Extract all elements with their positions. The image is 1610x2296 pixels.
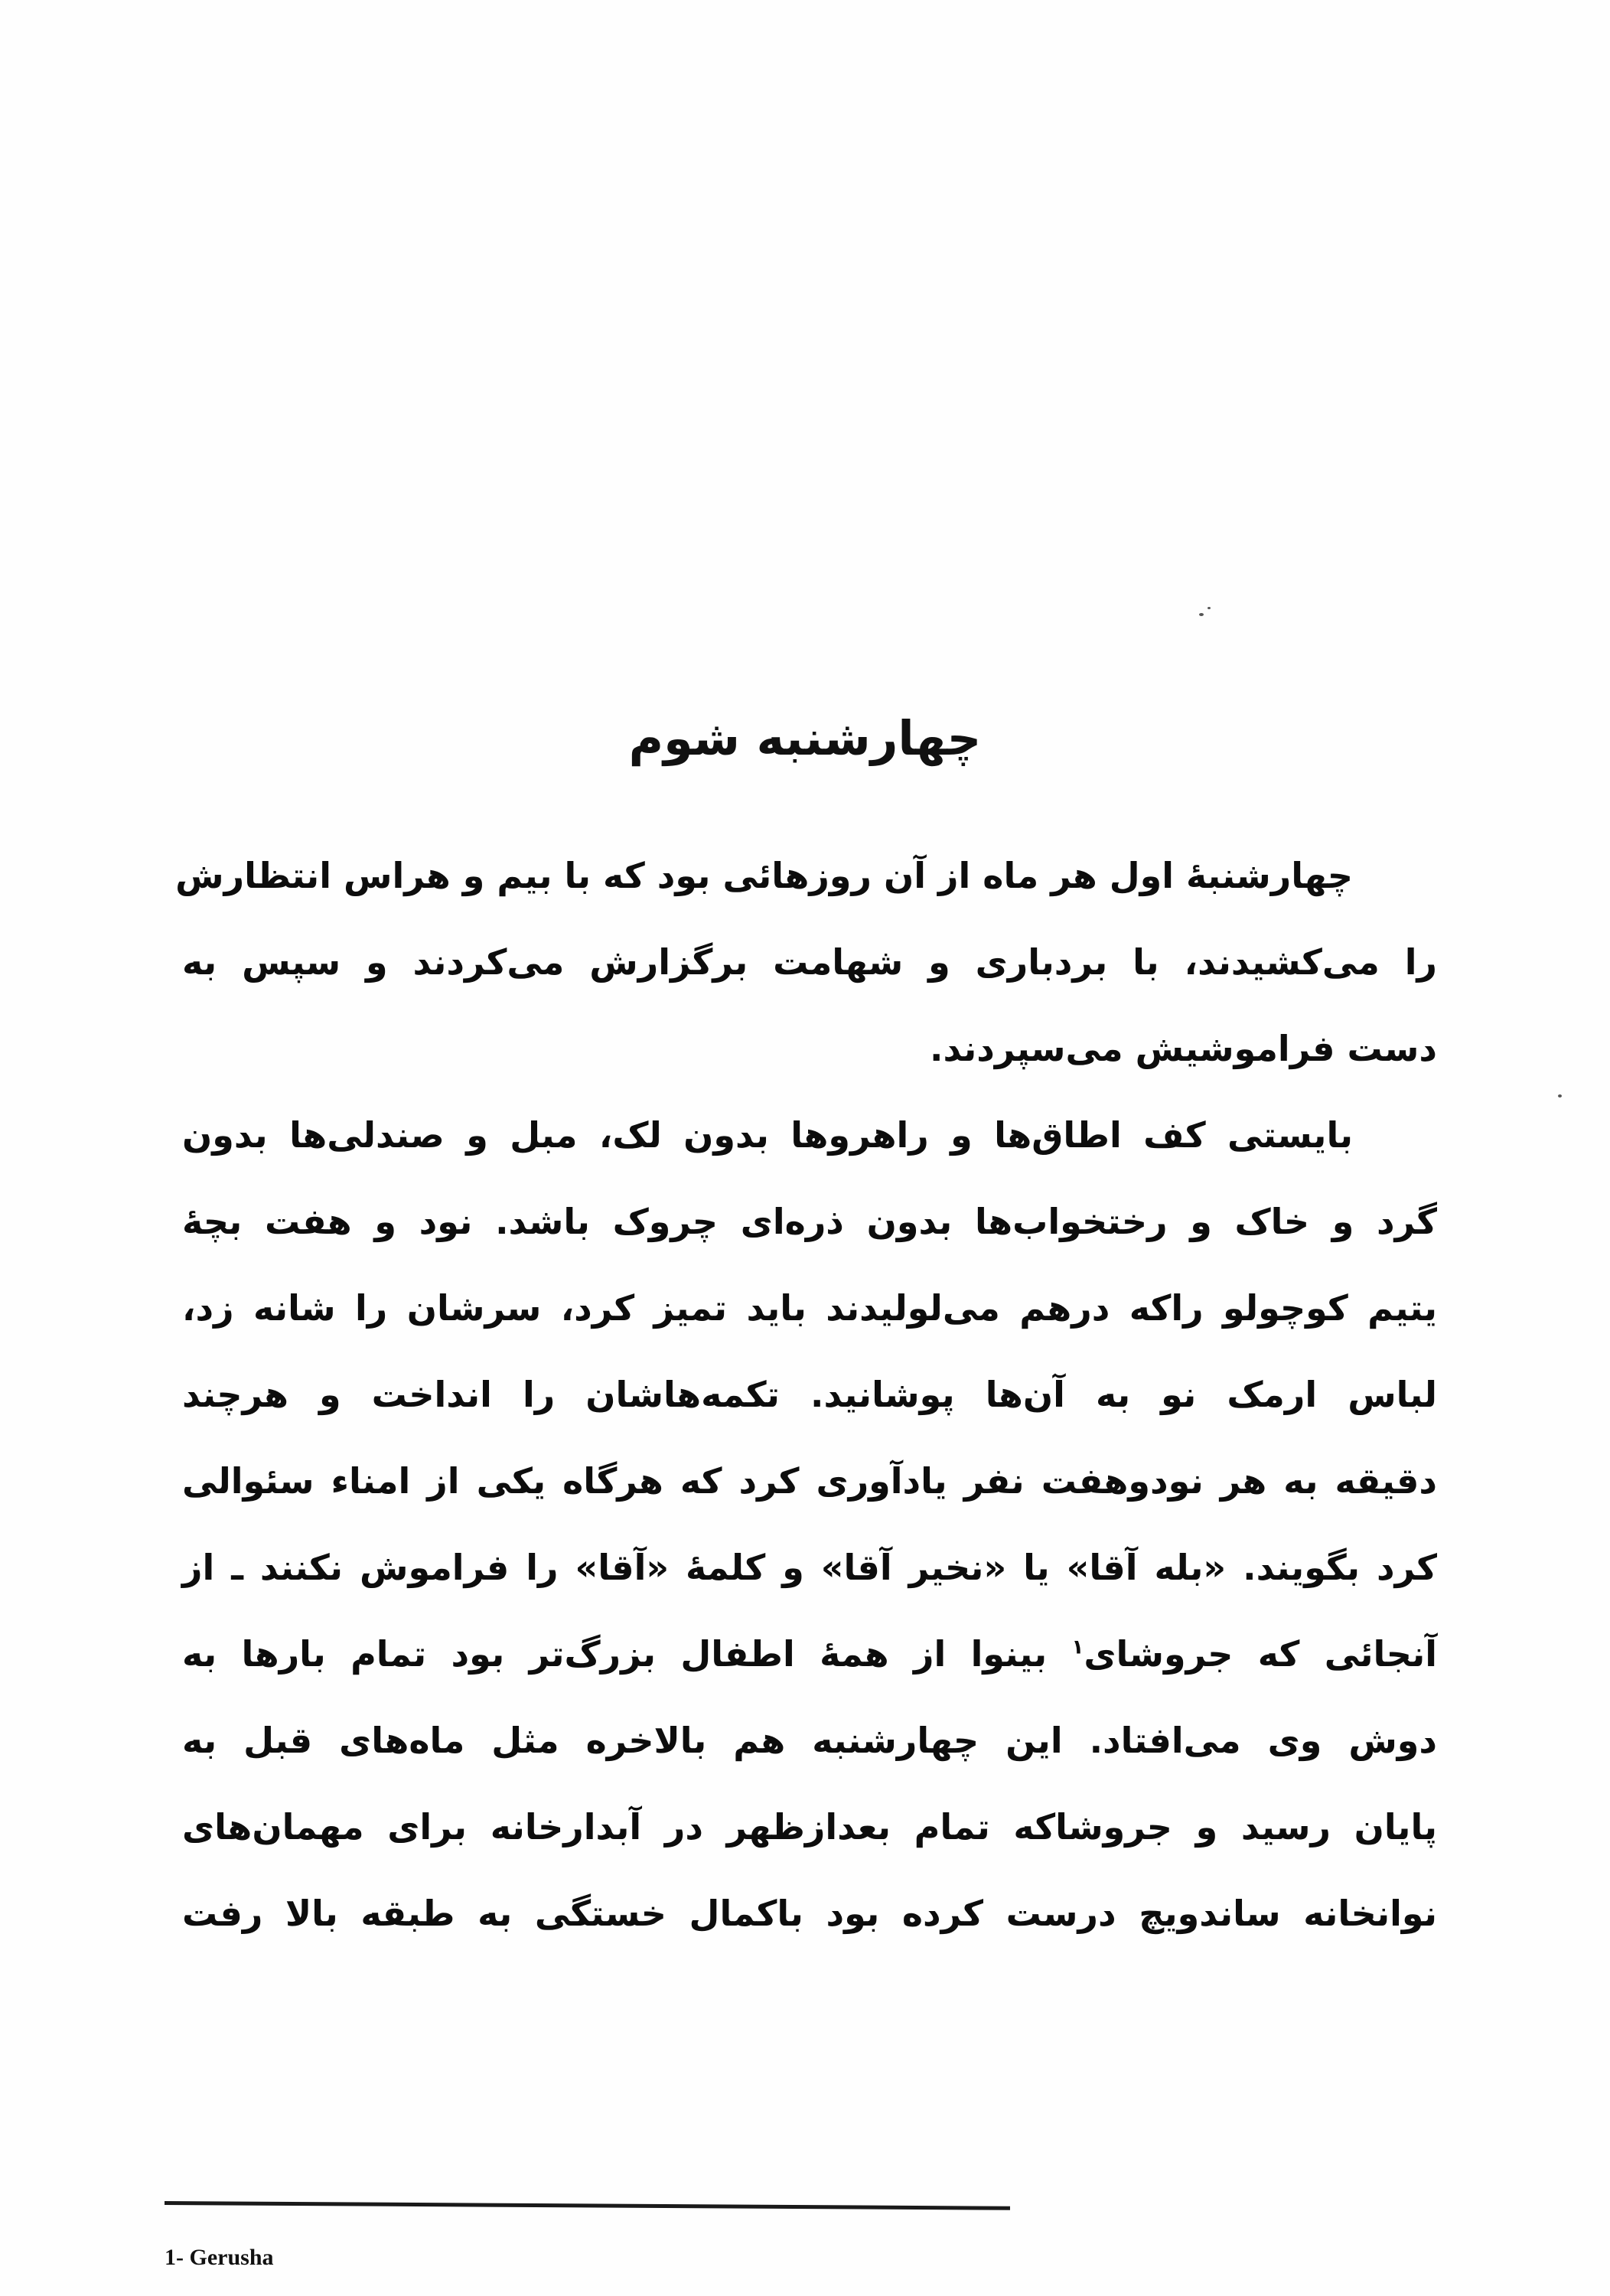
- text-line: نوانخانه ساندویچ درست کرده بود باکمال خستگی به طبقه بالا رفت: [182, 1893, 1437, 1934]
- text-line: را می‌کشیدند، با بردباری و شهامت برگزارش می‌کردند و سپس به: [182, 941, 1437, 983]
- chapter-title: چهارشنبه شوم: [628, 710, 982, 766]
- text-line: چهارشنبهٔ اول هر ماه از آن روزهائی بود که با بیم و هراس انتظارش: [175, 855, 1353, 896]
- body-text: [175, 833, 1437, 1957]
- text-line: کرد بگویند. «بله آقا» یا «نخیر آقا» و کلمهٔ «آقا» را فراموش نکنند ـ از: [182, 1547, 1437, 1588]
- text-line-with-footnote: [182, 1611, 1437, 1698]
- scan-speck: [1199, 613, 1204, 616]
- footnote-number: 1-: [165, 2245, 184, 2270]
- text-line: پایان رسید و جروشاکه تمام بعدازظهر در آبدارخانه برای مهمان‌های: [182, 1806, 1437, 1848]
- scan-speck: [1208, 607, 1211, 609]
- footnote: [165, 2239, 274, 2277]
- footnote-divider: [165, 2201, 1010, 2210]
- footnote-reference[interactable]: ۱: [1071, 1636, 1084, 1659]
- text-line: دقیقه به هر نودوهفت نفر یادآوری کرد که هرگاه یکی از امناء سئوالی: [182, 1460, 1437, 1502]
- text-segment: آنجائی که جروشای: [1084, 1633, 1437, 1675]
- text-line: گرد و خاک و رختخواب‌ها بدون ذره‌ای چروک باشد. نود و هفت بچهٔ: [182, 1201, 1437, 1242]
- scan-speck: [1558, 1094, 1562, 1097]
- footnote-text: Gerusha: [189, 2245, 274, 2270]
- text-line: دوش وی می‌افتاد. این چهارشنبه هم بالاخره مثل ماه‌های قبل به: [182, 1720, 1437, 1761]
- text-line: یتیم کوچولو راکه درهم می‌لولیدند باید تمیز کرد، سرشان را شانه زد،: [182, 1287, 1437, 1329]
- text-line: لباس ارمک نو به آن‌ها پوشانید. تکمه‌هاشان را انداخت و هرچند: [182, 1374, 1437, 1415]
- text-segment: بینوا از همهٔ اطفال بزرگ‌تر بود تمام بارها به: [182, 1633, 1072, 1675]
- text-line: بایستی کف اطاق‌ها و راهروها بدون لک، مبل و صندلی‌ها بدون: [182, 1114, 1353, 1156]
- text-line: دست فراموشیش می‌سپردند.: [929, 1028, 1437, 1069]
